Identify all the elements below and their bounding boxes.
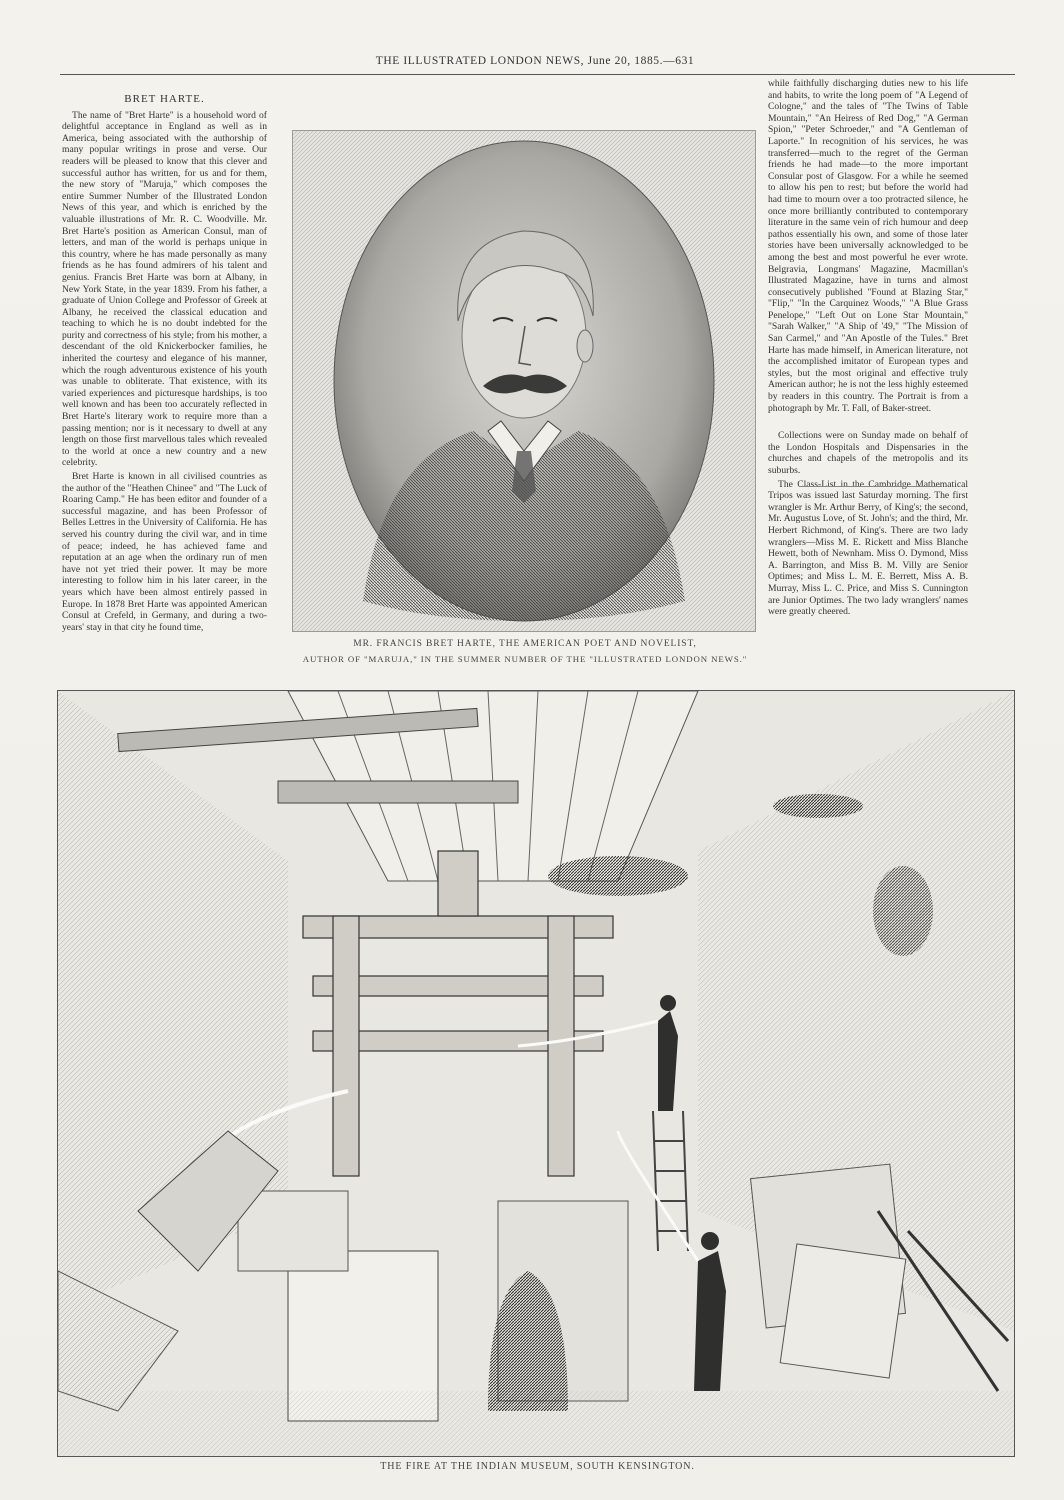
article-right-column (768, 78, 968, 718)
fire-scene-engraving (57, 690, 1015, 1457)
article-left-column (62, 92, 267, 692)
article-paragraph: while faithfully discharging duties new to his life and habits, to write the long poem of "A Legend of Cologne," and the tales of "The Twins of Table Mountain," "An Heiress of Red Dog," "A German Spion," "Peter Schroeder," and "A Gentleman of Laporte." In recognition of his services, he was transferred—much to the regret of the German friends he had made—to the more important Consular post of Glasgow. For a while he seemed to allow his pen to rest; but before the world had had time to mourn over a too protracted silence, he once more brilliantly contributed to contemporary literature in the same vein of rich humour and deep pathos essentially his own, and some of those later stories have been universally acknowledged to be among the best and most powerful he ever wrote. Belgravia, Longmans' Magazine, Macmillan's Illustrated Magazine, have in turns and almost consecutively published "Found at Blazing Star," "Flip," "In the Carquinez Woods," "A Blue Grass Penelope," "Left Out on Lone Star Mountain," "Sarah Walker," "A Ship of '49," "The Mission of San Carmel," and "An Apostle of the Tules." Bret Harte has made himself, in American literature, not the accomplished imitator of European types and styles, but the most original and effective truly American author; he is not the less highly esteemed by readers in this country. The Portrait is from a photograph by Mr. T. Fall, of Baker-street. (768, 78, 968, 414)
museum-fire-illustration (58, 691, 1014, 1456)
portrait-subcaption: AUTHOR OF "MARUJA," IN THE SUMMER NUMBER OF THE "ILLUSTRATED LONDON NEWS." (302, 654, 748, 664)
portrait-caption: MR. FRANCIS BRET HARTE, THE AMERICAN POET AND NOVELIST, (353, 639, 697, 649)
column-divider (800, 486, 940, 487)
article-title: BRET HARTE. (124, 93, 205, 105)
news-note: The Class-List in the Cambridge Mathematical Tripos was issued last Saturday morning. The first wrangler is Mr. Arthur Berry, of King's; the second, Mr. Augustus Love, of St. John's; and the third, Mr. Herbert Richmond, of King's. There are two lady wranglers—Miss M. E. Rickett and Miss Blanche Hewett, both of Newnham. Miss O. Dymond, Miss A. Barrington, and Miss B. M. Villy are Senior Optimes; and Miss L. M. E. Berrett, Miss A. B. Murray, Miss L. C. Price, and Miss S. Cunnington are Junior Optimes. The two lady wranglers' names were greatly cheered. (768, 478, 968, 618)
header-rule (60, 74, 1015, 75)
news-note: Collections were on Sunday made on behalf of the London Hospitals and Dispensaries in the churches and chapels of the metropolis and its suburbs. (768, 430, 968, 476)
portrait-illustration (293, 131, 755, 631)
portrait-engraving (292, 130, 756, 632)
article-paragraph: Bret Harte is known in all civilised countries as the author of the "Heathen Chinee" and "The Luck of Roaring Camp." He has been editor and founder of a successful magazine, and has been Professor of Belles Lettres in the University of California. He has served his country during the civil war, and in time of peace; indeed, he has achieved fame and reputation at an age when the ordinary run of men have not yet tried their power. It may be more interesting to follow him in his later career, in the years which have been almost entirely passed in Europe. In 1878 Bret Harte was appointed American Consul at Crefeld, in Germany, and during a two-years' stay in that city he found time, (62, 471, 267, 633)
running-header: THE ILLUSTRATED LONDON NEWS, June 20, 1885.—631 (375, 55, 695, 67)
scene-caption: THE FIRE AT THE INDIAN MUSEUM, SOUTH KENSINGTON. (380, 1461, 695, 1472)
article-paragraph: The name of "Bret Harte" is a household word of delightful acceptance in England as well as in America, being associated with the authorship of many popular writings in prose and verse. Our readers will be pleased to know that this clever and successful author has written, for us and for them, the new story of "Maruja," which composes the entire Summer Number of the Illustrated London News of this year, and which is enriched by the valuable illustrations of Mr. R. C. Woodville. Mr. Bret Harte's position as American Consul, man of letters, and man of the world is perhaps unique in this country, where he has made personally as many friends as he has found admirers of his talent and genius. Francis Bret Harte was born at Albany, in New York State, in the year 1839. From his father, a graduate of Union College and Professor of Greek at Albany, he received the classical education and teaching to which he is no doubt indebted for the purity and correctness of his style; from his mother, a descendant of the old Knickerbocker families, he inherited the courtesy and elegance of his manner, which the rough adventurous existence of his youth was unable to obliterate. That existence, with its varied experiences and picturesque hardships, is too well known and has been too accurately reflected in Bret Harte's literary work to require more than a passing mention; nor is it necessary to dwell at any length on those first marvellous tales which revealed to the world at once a new country and a new celebrity. (62, 109, 267, 469)
